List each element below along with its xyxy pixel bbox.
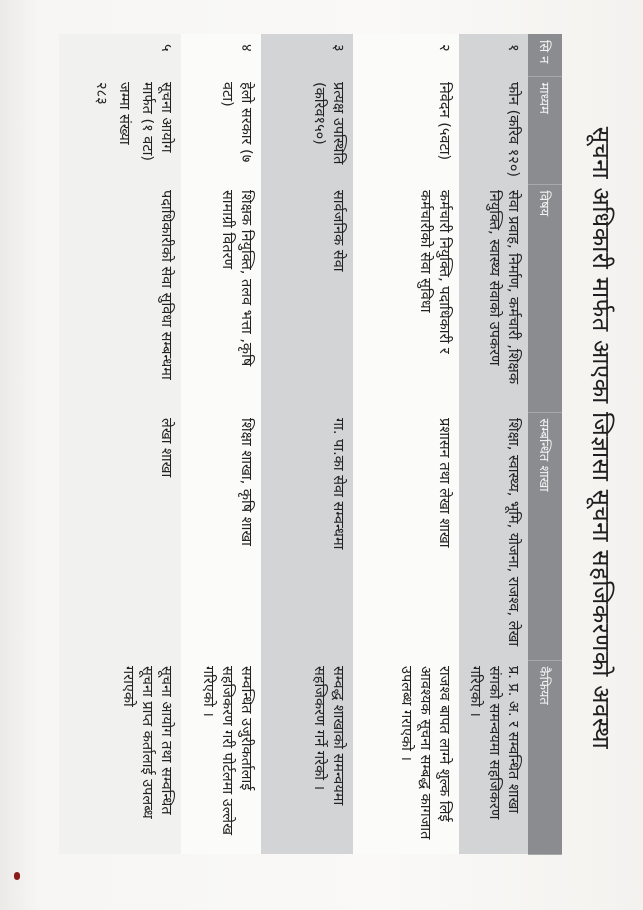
header-medium: माध्यम [528,76,562,184]
header-sn: सि न [528,34,562,76]
header-branch: सम्बन्धित शाखा [528,412,562,660]
row-branch: प्रशासन तथा लेखा शाखा [353,412,459,660]
row-medium: हेलो सरकार (७ वटा) [181,76,261,184]
row-branch: शिक्षा शाखा, कृषि शाखा [181,412,261,660]
header-subject: विषय [528,184,562,412]
total-value: २८३ [93,82,109,105]
row-sn: २ [353,34,459,76]
row-sn: ३ [261,34,353,76]
row-sn: १ [459,34,528,76]
row-medium [59,76,181,184]
table-row [181,34,261,854]
table-header-row [528,34,562,854]
row-medium: प्रत्यक्ष उपस्थिति (करिव१५०) [261,76,353,184]
row-subject: शिक्षक नियुक्ति, तलव भत्ता ,कृषि सामाग्री वितरण [181,184,261,412]
row-subject: कर्मचारी नियुक्ति, पदाधिकारी र कर्मचारीको सेवा सुविधा [353,184,459,412]
information-request-table [59,34,562,855]
row-remarks: राजश्व बापत लाग्ने शुल्क लिई आवश्यक सूचना सम्बद्ध कागजात उपलब्ध गराएको । [353,660,459,854]
row-sn: ५ [59,34,181,76]
page-title: सूचना अधिकारी मार्फत आएका जिज्ञासा सूचना सहजिकरणको अवस्था [587,126,615,750]
row-subject: पदाधिकारीको सेवा सुविधा सम्बन्धमा [59,184,181,412]
rotated-document [20,8,630,868]
row-branch: गा. पा.का सेवा सम्वन्धमा [261,412,353,660]
table-row [459,34,528,854]
row-branch: लेखा शाखा [59,412,181,660]
header-remarks: कैफियत [528,660,562,854]
table-row [59,34,181,854]
ink-speck [14,872,20,880]
row-medium-text: सूचना आयोग मार्फत (१ वटा) [139,82,174,162]
row-remarks: सम्वद्ध शाखाको समन्वयमा सहजिकरण गर्ने गरेको । [261,660,353,854]
row-branch: शिक्षा, स्वास्थ्य, भूमि, योजना, राजश्व, लेखा [459,412,528,660]
row-sn: ४ [181,34,261,76]
row-remarks: प्र. प्र. अ. र सम्वन्धित शाखा संगको समन्वयमा सहजिकरण गरिएको । [459,660,528,854]
row-subject: सार्वजनिक सेवा [261,184,353,412]
table-row [261,34,353,854]
table-row [353,34,459,854]
row-remarks: सम्वन्धित उजुरीकर्तालाई सहजिकरण गरी पोर्टलमा उल्लेख गरिएको । [181,660,261,854]
row-medium: निवेदन (५वटा) [353,76,459,184]
total-label: जम्मा संख्या [116,82,132,145]
row-subject: सेवा प्रवाह, निर्माण, कर्मचारी ,शिक्षक नियुक्ति, स्वास्थ्य सेवाको उपकरण [459,184,528,412]
row-remarks: सूचना आयोग तथा सम्वन्धित सूचना प्राप्त कर्तालाई उपलब्ध गराएको [59,660,181,854]
row-medium: फोन (करिव १२०) [459,76,528,184]
